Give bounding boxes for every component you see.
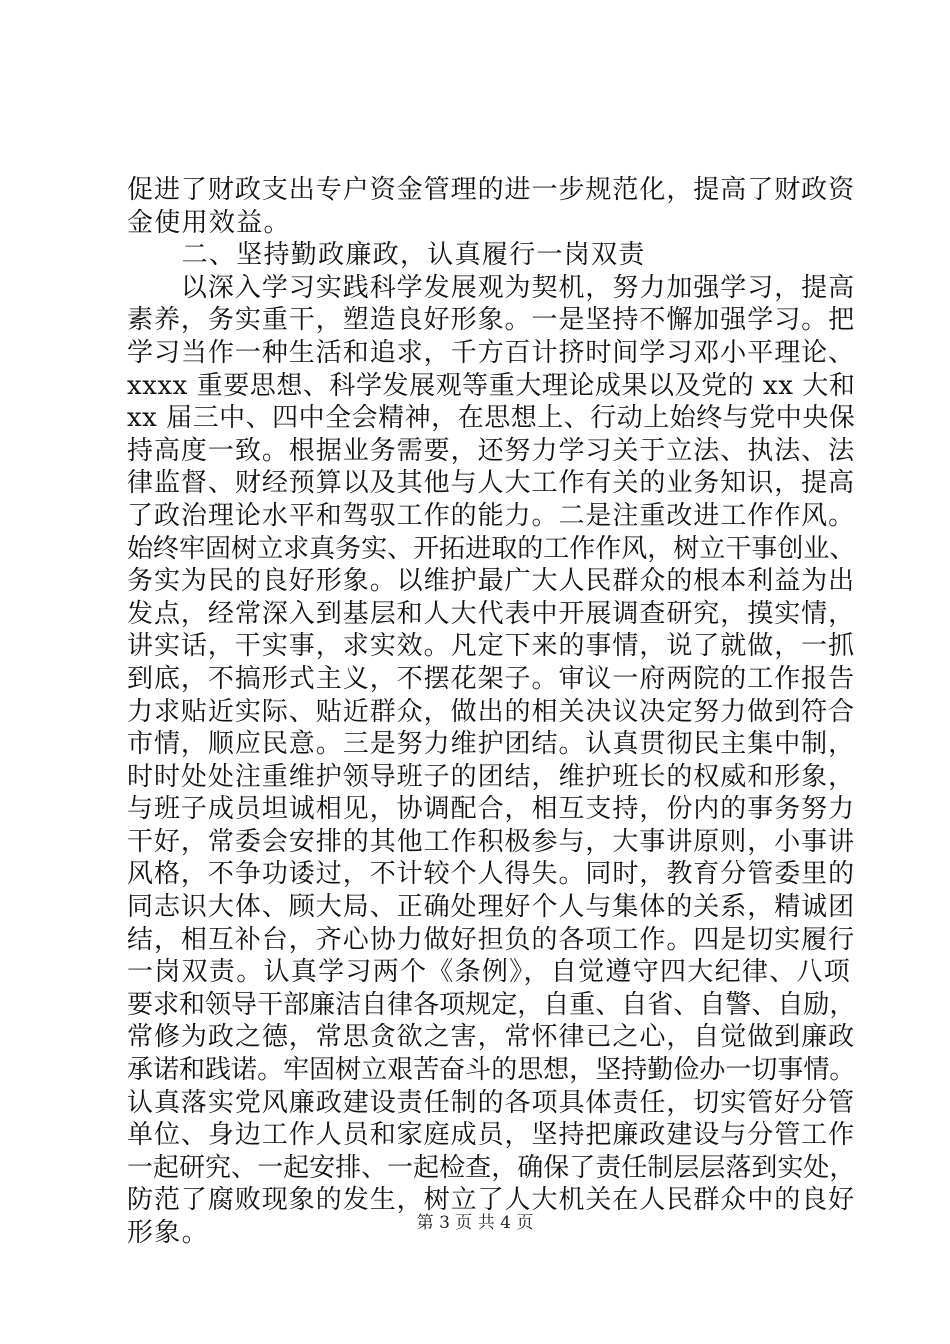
text-line: 律监督、财经预算以及其他与人大工作有关的业务知识，提高 — [127, 468, 856, 499]
text-line: 持高度一致。根据业务需要，还努力学习关于立法、执法、法 — [127, 435, 856, 466]
text-line: 到底，不搞形式主义，不摆花架子。审议一府两院的工作报告 — [127, 663, 856, 694]
text-line: 力求贴近实际、贴近群众，做出的相关决议决定努力做到符合 — [127, 696, 856, 727]
text-line: 始终牢固树立求真务实、开拓进取的工作作风，树立干事创业、 — [127, 533, 856, 564]
document-body — [127, 174, 855, 1250]
text-line: 讲实话，干实事，求实效。凡定下来的事情，说了就做，一抓 — [127, 631, 856, 662]
text-line: 认真落实党风廉政建设责任制的各项具体责任，切实管好分管 — [127, 1087, 856, 1118]
text-line: 结，相互补台，齐心协力做好担负的各项工作。四是切实履行 — [127, 924, 856, 955]
text-line: 了政治理论水平和驾驭工作的能力。二是注重改进工作作风。 — [127, 500, 856, 531]
text-line: 促进了财政支出专户资金管理的进一步规范化，提高了财政资 — [127, 175, 856, 205]
text-line: 素养，务实重干，塑造良好形象。一是坚持不懈加强学习。把 — [127, 305, 856, 336]
text-line: 形象。 — [127, 1218, 209, 1248]
text-line: 与班子成员坦诚相见，协调配合，相互支持，份内的事务努力 — [127, 794, 856, 825]
text-line: 防范了腐败现象的发生，树立了人大机关在人民群众中的良好 — [127, 1185, 856, 1216]
text-line: 发点，经常深入到基层和人大代表中开展调查研究，摸实情， — [127, 598, 856, 629]
text-line: xx 届三中、四中全会精神，在思想上、行动上始终与党中央保 — [127, 403, 856, 434]
text-line: 二、坚持勤政廉政，认真履行一岗双责 — [127, 240, 646, 271]
text-line: 务实为民的良好形象。以维护最广大人民群众的根本利益为出 — [127, 566, 856, 597]
text-line: xxxx 重要思想、科学发展观等重大理论成果以及党的 xx 大和 — [127, 370, 856, 401]
text-line: 金使用效益。 — [127, 207, 291, 238]
text-line: 学习当作一种生活和追求，千方百计挤时间学习邓小平理论、 — [127, 337, 856, 368]
text-line: 干好，常委会安排的其他工作积极参与，大事讲原则，小事讲 — [127, 826, 856, 857]
text-line: 常修为政之德，常思贪欲之害，常怀律已之心，自觉做到廉政 — [127, 1022, 856, 1053]
text-line: 时时处处注重维护领导班子的团结，维护班长的权威和形象， — [127, 761, 856, 792]
text-line: 要求和领导干部廉洁自律各项规定，自重、自省、自警、自励， — [127, 989, 856, 1020]
text-line: 同志识大体、顾大局、正确处理好个人与集体的关系，精诚团 — [127, 892, 856, 923]
text-line: 一起研究、一起安排、一起检查，确保了责任制层层落到实处， — [127, 1152, 856, 1183]
text-line: 单位、身边工作人员和家庭成员，坚持把廉政建设与分管工作 — [127, 1120, 856, 1151]
page-footer: 第 3 页 共 4 页 — [416, 1213, 534, 1233]
text-line: 风格，不争功诿过，不计较个人得失。同时，教育分管委里的 — [127, 859, 856, 890]
text-line: 以深入学习实践科学发展观为契机，努力加强学习，提高 — [127, 272, 856, 303]
text-line: 市情，顺应民意。三是努力维护团结。认真贯彻民主集中制， — [127, 729, 856, 760]
text-line: 一岗双责。认真学习两个《条例》，自觉遵守四大纪律、八项 — [127, 957, 852, 988]
text-line: 承诺和践诺。牢固树立艰苦奋斗的思想，坚持勤俭办一切事情。 — [127, 1055, 856, 1086]
